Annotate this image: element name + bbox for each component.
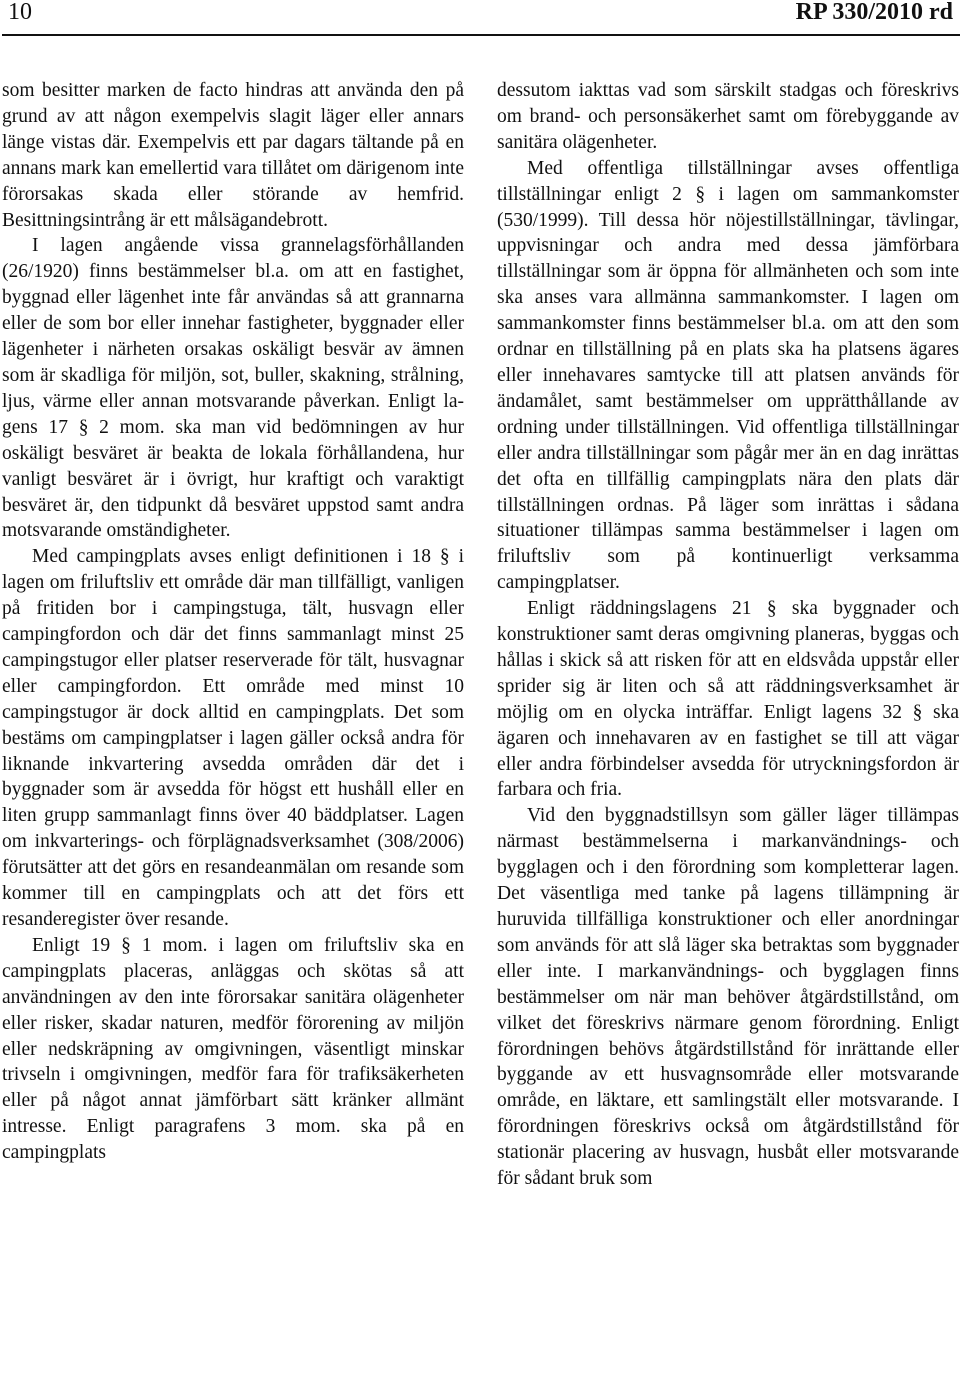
paragraph: Vid den byggnadstillsyn som gäller läger tillämpas närmast bestämmelserna i markanvändnings- och bygglagen och i den förordning som kompletterar lagen. Det väsentliga med tanke på lagens tillämpning är huruvida tillfälliga konstruktioner och eller anordningar som används för att slå läger ska betraktas som byggnader eller inte. I markanvändnings- och bygglagen finns bestämmelser om när man behöver åtgärdstillstånd, om vilket det föreskrivs närmare genom förordning. Enligt förordningen behövs åtgärdstillstånd för inrättande eller byggande av ett husvagnsområde eller motsvarande område, en läktare, ett samlingstält eller motsvarande. I förordningen föreskrivs också om åtgärdstillstånd för stationär placering av husvagn, husbåt eller motsvarande för sådant bruk som (497, 805, 959, 1190)
paragraph: Med offentliga tillställningar avses offentliga tillställningar enligt 2 § i lagen om sammankomster (530/1999). Till dessa hör nöjestillställningar, tävlingar, uppvisningar och andra med dessa jämförbara tillställningar som är öppna för allmänheten och som inte ska anses vara allmänna sammankomster. I lagen om sammankomster finns bestämmelser bl.a. om att den som ordnar en tillställning på en plats ska ha platsens ägares eller innehavares samtycke till att platsen används för ändamålet, samt bestämmelser om upprätthållande av ordning under tillställningen. Vid offentliga tillställningar eller andra tillställningar som pågår mer än en dag inrättas det ofta en tillfällig campingplats nära den plats där tillställningen ordnas. På läger som inrättas i sådana situationer tillämpas samma bestämmelser i lagen om friluftsliv som på kontinuerligt verksamma campingplatser. (497, 157, 959, 594)
page-number: 10 (8, 0, 32, 25)
paragraph: Med campingplats avses enligt definitionen i 18 § i lagen om friluftsliv ett område där man tillfälligt, vanligen på fritiden bor i campingstuga, tält, husvagn eller campingfordon och där det finns sammanlagt minst 25 campingstugor eller platser reserverade för tält, husvagnar eller campingfordon. Ett område med minst 10 campingstugor är dock alltid en campingplats. Det som bestäms om campingplatser i lagen gäller också andra för liknande inkvartering avsedda områden där det i byggnader som är avsedda för högst ett hushåll eller en liten grupp sammanlagt finns över 40 bäddplatser. Lagen om inkvarterings- och förplägnadsverksamhet (308/2006) förutsätter att det görs en resandeanmälan om resande som kommer till en campingplats och att det förs ett resanderegister över resande. (2, 546, 464, 930)
paragraph: Enligt räddningslagens 21 § ska byggnader och konstruktioner samt deras omgivning planeras, byggas och hållas i skick så att risken för att en eldsvåda uppstår eller sprider sig är liten och så att räddningsverksamhet är möjlig om en olycka inträffar. Enligt lagens 32 § ska ägaren och innehavaren av en fastighet se till att vägar eller andra förbindelser avsedda för utryckningsfordon är farbara och fria. (497, 598, 959, 801)
header-rule (2, 34, 960, 36)
paragraph: I lagen angående vissa grannelagsförhållanden (26/1920) finns bestämmelser bl.a. om att en fastighet, byggnad eller lägenhet inte får användas så att grannarna eller de som bor eller innehar fastigheter, byggnader eller lägenheter i närheten orsakas oskäligt besvär av ämnen som är skadliga för miljön, sot, buller, skakning, strålning, ljus, värme eller annan motsvarande påverkan. Enligt lagens 17 § 2 mom. ska man vid bedömningen av hur oskäligt besväret är beakta de lokala förhållandena, hur vanligt besväret är i övrigt, hur kraftigt och varaktigt besväret är, den tidpunkt då besväret uppstod samt andra motsvarande omständigheter. (2, 235, 464, 542)
right-column (497, 78, 959, 1192)
running-head: RP 330/2010 rd (795, 0, 953, 25)
paragraph: Enligt 19 § 1 mom. i lagen om friluftsliv ska en campingplats placeras, anläggas och skötas så att användningen av den inte förorsakar sanitära olägenheter eller risker, skadar naturen, medför förorening av miljön eller nedskräpning av omgivningen, väsentligt minskar trivseln i omgivningen, medför fara för trafiksäkerheten eller på något annat jämförbart sätt kränker allmänt intresse. Enligt paragrafens 3 mom. ska på en campingplats (2, 934, 464, 1164)
left-column (2, 78, 464, 1166)
paragraph: som besitter marken de facto hindras att använda den på grund av att någon exempelvis slagit läger eller annars länge vistas där. Exempelvis ett par dagars tältande på en annans mark kan emellertid vara tillåtet om därigenom inte förorsakas skada eller störande av hemfrid. Besittningsintrång är ett målsägandebrott. (2, 80, 464, 231)
page-header (0, 0, 960, 34)
paragraph: dessutom iakttas vad som särskilt stadgas och föreskrivs om brand- och personsäkerhet samt om förebyggande av sanitära olägenheter. (497, 80, 959, 153)
